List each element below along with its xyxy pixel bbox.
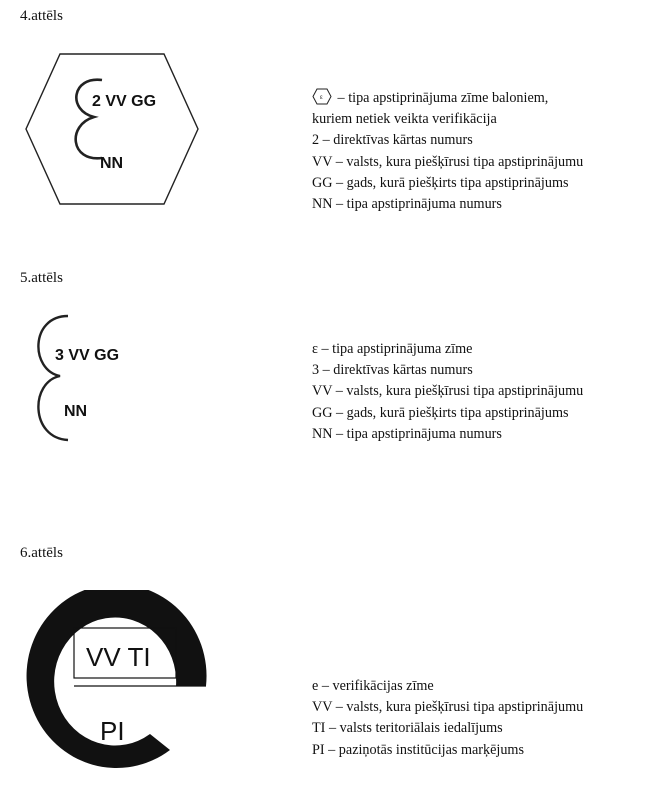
fig4-legend-line2: kuriem netiek veikta verifikācija xyxy=(312,111,497,128)
figure-4-mark xyxy=(22,50,202,208)
fig6-legend-line2: VV – valsts, kura piešķīrusi tipa apstiprinājumu xyxy=(312,699,584,716)
fig6-legend-line4: PI – paziņotās institūcijas marķējums xyxy=(312,741,524,758)
figure-5-mark xyxy=(28,312,148,452)
fig5-legend-line5: NN – tipa apstiprinājuma numurs xyxy=(312,425,502,442)
figure-6-legend xyxy=(312,676,583,761)
fig4-legend-line3: 2 – direktīvas kārtas numurs xyxy=(312,132,473,149)
fig4-mark-line2: NN xyxy=(100,155,124,172)
epsilon-symbol xyxy=(38,316,68,440)
fig6-legend-line1: e – verifikācijas zīme xyxy=(312,678,434,694)
fig4-legend-line6: NN – tipa apstiprinājuma numurs xyxy=(312,196,502,213)
figure-4-legend xyxy=(312,88,583,215)
fig5-legend-line2: 3 – direktīvas kārtas numurs xyxy=(312,362,473,379)
fig5-mark-line1: 3 VV GG xyxy=(55,347,120,364)
fig5-legend-line3: VV – valsts, kura piešķīrusi tipa apstiprinājumu xyxy=(312,383,584,400)
epsilon-symbol xyxy=(76,80,102,159)
figure-4-caption: 4.attēls xyxy=(20,8,63,24)
figure-6-mark xyxy=(20,590,220,780)
fig5-legend-line1: ε – tipa apstiprinājuma zīme xyxy=(312,341,473,357)
svg-text:ε: ε xyxy=(320,95,323,101)
fig4-legend-line1: ε – tipa apstiprinājuma zīme baloniem, xyxy=(312,88,583,109)
small-hexagon-epsilon-icon xyxy=(312,88,332,105)
fig4-mark-line1: 2 VV GG xyxy=(92,93,157,110)
fig6-mark-line1: VV TI xyxy=(86,642,151,672)
hexagon-outline xyxy=(26,54,198,204)
fig5-legend-line4: GG – gads, kurā piešķirts tipa apstiprinājums xyxy=(312,404,569,421)
fig4-legend-line5: GG – gads, kurā piešķirts tipa apstiprinājums xyxy=(312,174,569,191)
fig5-mark-line2: NN xyxy=(64,403,88,420)
figure-5-caption: 5.attēls xyxy=(20,270,63,286)
figure-5-legend xyxy=(312,339,583,445)
fig6-legend-line3: TI – valsts teritoriālais iedalījums xyxy=(312,720,503,737)
fig6-mark-line2: PI xyxy=(100,716,125,746)
fig4-legend-line4: VV – valsts, kura piešķīrusi tipa apstiprinājumu xyxy=(312,153,584,170)
figure-6-caption: 6.attēls xyxy=(20,545,63,561)
